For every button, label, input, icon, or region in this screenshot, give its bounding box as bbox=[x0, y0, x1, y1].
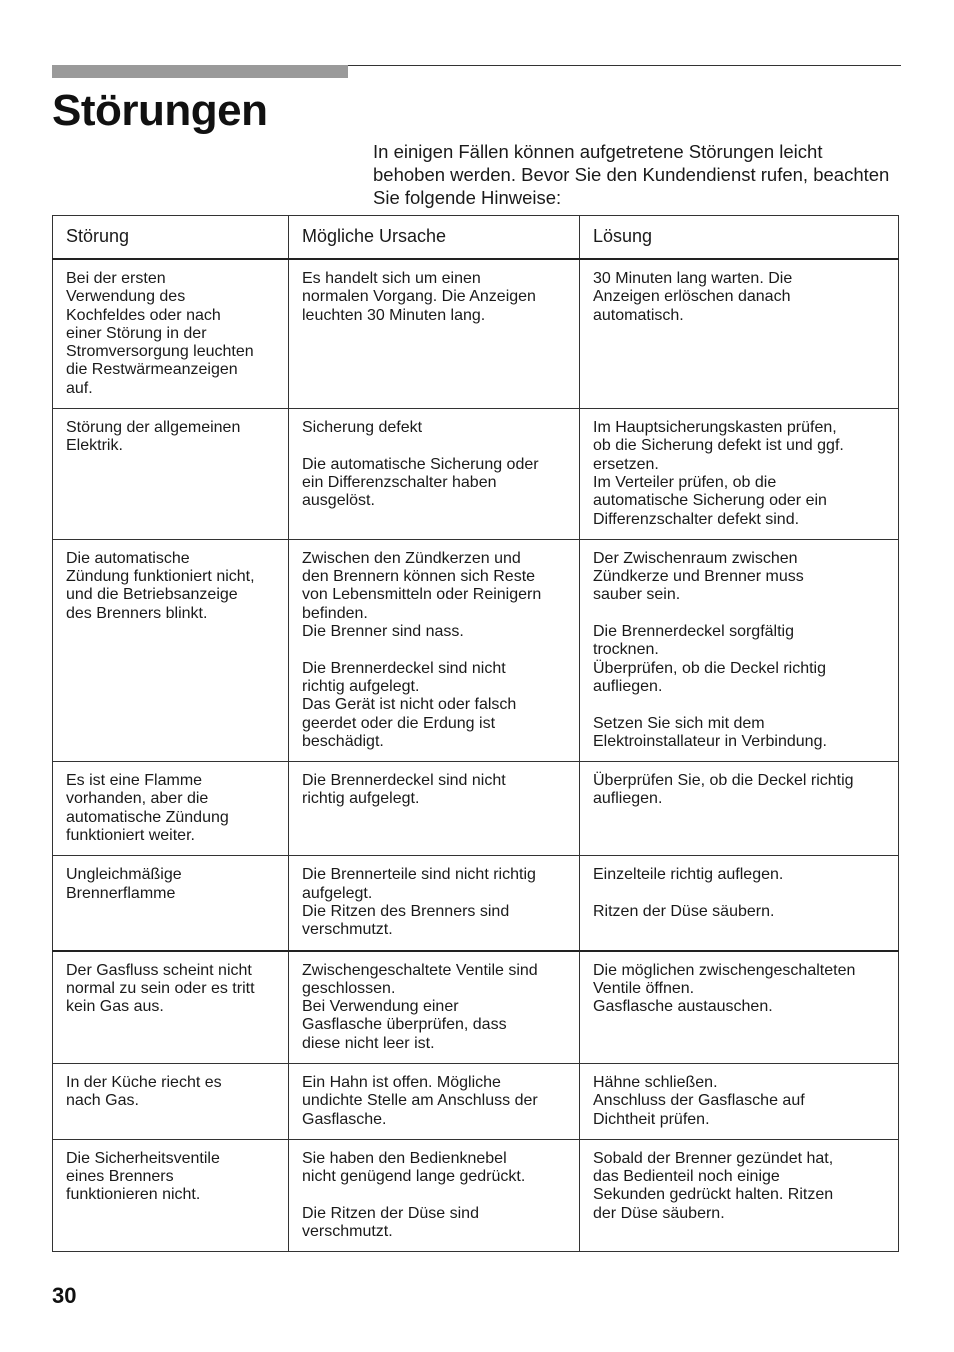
cell-ursache bbox=[289, 1063, 580, 1139]
cell-text: Sicherung defekt Die automatische Sicherung oder ein Differenzschalter haben ausgelöst. bbox=[302, 419, 539, 510]
cell-loesung bbox=[580, 409, 899, 540]
cell-loesung bbox=[580, 951, 899, 1064]
cell-loesung bbox=[580, 539, 899, 761]
cell-text: In der Küche riecht es nach Gas. bbox=[66, 1073, 222, 1110]
cell-stoerung bbox=[53, 409, 289, 540]
cell-text: Überprüfen Sie, ob die Deckel richtig aufliegen. bbox=[593, 772, 854, 808]
cell-text: Einzelteile richtig auflegen. Ritzen der Düse säubern. bbox=[593, 866, 784, 920]
column-header-loesung: Lösung bbox=[580, 216, 899, 260]
cell-stoerung bbox=[53, 539, 289, 761]
table-row bbox=[53, 409, 899, 540]
cell-text: Ungleichmäßige Brennerflamme bbox=[66, 866, 182, 902]
column-header-stoerung: Störung bbox=[53, 216, 289, 260]
cell-ursache bbox=[289, 762, 580, 856]
table-row bbox=[53, 539, 899, 761]
cell-text: Ein Hahn ist offen. Mögliche undichte Stelle am Anschluss der Gasflasche. bbox=[302, 1073, 538, 1128]
cell-loesung bbox=[580, 856, 899, 951]
cell-text: Die möglichen zwischengeschalteten Ventile öffnen. Gasflasche austauschen. bbox=[593, 961, 856, 1016]
cell-text: Der Gasfluss scheint nicht normal zu sein oder es tritt kein Gas aus. bbox=[66, 961, 255, 1016]
cell-text: Es handelt sich um einen normalen Vorgang. Die Anzeigen leuchten 30 Minuten lang. bbox=[302, 270, 536, 324]
cell-text: Sobald der Brenner gezündet hat, das Bedienteil noch einige Sekunden gedrückt halten. Ritzen der Düse säubern. bbox=[593, 1149, 834, 1222]
table-header-row bbox=[53, 216, 899, 260]
table-row bbox=[53, 762, 899, 856]
cell-loesung bbox=[580, 762, 899, 856]
cell-loesung bbox=[580, 259, 899, 409]
page-number: 30 bbox=[52, 1283, 77, 1308]
troubleshooting-table bbox=[52, 215, 899, 1252]
cell-text: Die automatische Zündung funktioniert nicht, und die Betriebsanzeige des Brenners blinkt. bbox=[66, 549, 255, 622]
cell-ursache bbox=[289, 856, 580, 951]
cell-text: Zwischengeschaltete Ventile sind geschlossen. Bei Verwendung einer Gasflasche überprüfen, dass diese nicht leer ist. bbox=[302, 961, 538, 1052]
cell-text: Im Hauptsicherungskasten prüfen, ob die Sicherung defekt ist und ggf. ersetzen. Im Verteiler prüfen, ob die automatische Sicherung oder ein Differenzschalter defekt sind. bbox=[593, 419, 844, 528]
cell-text: 30 Minuten lang warten. Die Anzeigen erlöschen danach automatisch. bbox=[593, 270, 793, 324]
intro-paragraph: In einigen Fällen können aufgetretene Störungen leicht behoben werden. Bevor Sie den Kundendienst rufen, beachten Sie folgende Hinweise: bbox=[373, 141, 890, 208]
cell-text: Die Sicherheitsventile eines Brenners funktionieren nicht. bbox=[66, 1149, 220, 1204]
table-row bbox=[53, 1139, 899, 1251]
cell-stoerung bbox=[53, 1063, 289, 1139]
cell-stoerung bbox=[53, 951, 289, 1064]
cell-text: Sie haben den Bedienknebel nicht genügend lange gedrückt. Die Ritzen der Düse sind verschmutzt. bbox=[302, 1149, 526, 1241]
cell-text: Der Zwischenraum zwischen Zündkerze und Brenner muss sauber sein. Die Brennerdeckel sorgfältig trocknen. Überprüfen, ob die Deckel richtig aufliegen. Setzen Sie sich mit dem Elektroinstallateur in Verbindung. bbox=[593, 549, 827, 750]
cell-loesung bbox=[580, 1063, 899, 1139]
cell-text: Hähne schließen. Anschluss der Gasflasche auf Dichtheit prüfen. bbox=[593, 1073, 805, 1128]
cell-text: Die Brennerteile sind nicht richtig aufgelegt. Die Ritzen des Brenners sind verschmutzt. bbox=[302, 866, 536, 939]
cell-text: Es ist eine Flamme vorhanden, aber die automatische Zündung funktioniert weiter. bbox=[66, 772, 229, 845]
cell-ursache bbox=[289, 1139, 580, 1251]
cell-ursache bbox=[289, 259, 580, 409]
table-row bbox=[53, 259, 899, 409]
cell-stoerung bbox=[53, 259, 289, 409]
header-accent-bar bbox=[52, 65, 348, 78]
column-header-ursache: Mögliche Ursache bbox=[289, 216, 580, 260]
cell-ursache bbox=[289, 951, 580, 1064]
table-row bbox=[53, 856, 899, 951]
cell-stoerung bbox=[53, 762, 289, 856]
page-title: Störungen bbox=[52, 86, 268, 135]
cell-text: Zwischen den Zündkerzen und den Brennern können sich Reste von Lebensmitteln oder Reinigern befinden. Die Brenner sind nass. Die Brennerdeckel sind nicht richtig aufgelegt. Das Gerät ist nicht oder falsch geerdet oder die Erdung ist beschädigt. bbox=[302, 549, 542, 750]
cell-ursache bbox=[289, 539, 580, 761]
cell-stoerung bbox=[53, 856, 289, 951]
cell-text: Die Brennerdeckel sind nicht richtig aufgelegt. bbox=[302, 772, 506, 808]
cell-loesung bbox=[580, 1139, 899, 1251]
cell-text: Bei der ersten Verwendung des Kochfeldes oder nach einer Störung in der Stromversorgung leuchten die Restwärmeanzeigen auf. bbox=[66, 270, 254, 397]
table-row bbox=[53, 1063, 899, 1139]
cell-text: Störung der allgemeinen Elektrik. bbox=[66, 419, 241, 455]
cell-ursache bbox=[289, 409, 580, 540]
cell-stoerung bbox=[53, 1139, 289, 1251]
table-row bbox=[53, 951, 899, 1064]
